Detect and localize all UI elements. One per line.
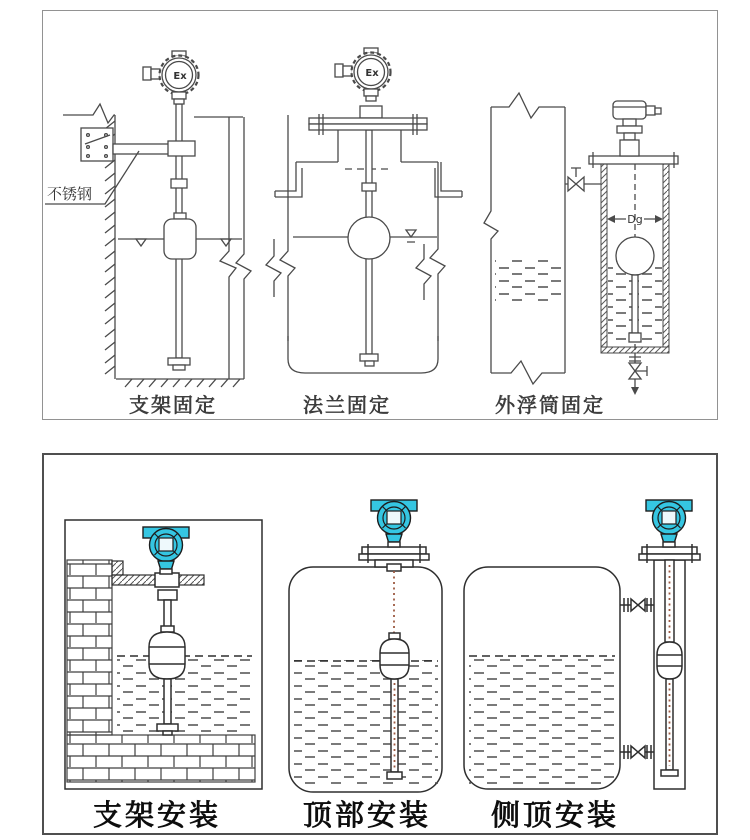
bottom-stop <box>387 772 402 779</box>
ex-transmitter-head-icon <box>335 48 391 101</box>
bottom-stop <box>360 354 378 361</box>
caption-side-top-installation: 侧顶安装 <box>490 798 619 832</box>
mounting-flange <box>309 106 427 135</box>
junction-box-head-icon <box>613 101 661 156</box>
installation-methods-panel <box>42 453 718 835</box>
tank-wall-break <box>220 117 236 379</box>
drain-valve-icon <box>629 353 647 395</box>
caption-flange-fixing: 法兰固定 <box>303 393 391 417</box>
float <box>380 633 409 679</box>
brick-wall <box>67 560 112 735</box>
liquid-level <box>495 257 563 301</box>
figure-side-top-installation <box>464 500 700 789</box>
installation-methods-drawing <box>44 455 716 833</box>
material-label: 不锈钢 <box>47 185 93 203</box>
caption-bracket-installation: 支架安装 <box>92 798 221 832</box>
caption-bracket-fixing: 支架固定 <box>129 393 217 417</box>
caption-external-chamber-fixing: 外浮筒固定 <box>495 393 605 417</box>
upper-valve-icon <box>620 598 654 612</box>
support-shelf <box>112 561 204 587</box>
process-vessel <box>484 93 565 384</box>
liquid-level <box>469 655 615 785</box>
ex-label: Ex <box>365 68 379 79</box>
brick-base <box>67 735 255 782</box>
figure-bracket-installation <box>65 520 262 789</box>
bottom-stop <box>168 358 190 365</box>
fixing-methods-panel <box>42 10 718 420</box>
ground-hatching <box>116 379 244 387</box>
level-mark <box>406 230 416 242</box>
float-ball <box>348 217 390 259</box>
float-ball <box>164 213 196 259</box>
transmitter-head-icon <box>371 500 417 547</box>
figure-external-chamber-fixing <box>484 93 678 395</box>
liquid-level <box>294 660 438 786</box>
ex-transmitter-head-icon <box>143 51 199 104</box>
figure-top-installation <box>289 500 442 792</box>
dg-label: Dg <box>627 213 643 226</box>
figure-bracket-fixing <box>45 51 251 387</box>
fixing-methods-drawing <box>43 11 717 419</box>
transmitter-head-icon <box>143 527 189 574</box>
float-chamber <box>589 152 678 353</box>
figure-flange-fixing <box>266 48 462 373</box>
ex-label: Ex <box>173 71 187 82</box>
bottom-stop <box>661 770 678 776</box>
float <box>149 626 185 679</box>
float-ball <box>616 237 654 275</box>
transmitter-head-icon <box>646 500 692 547</box>
lower-valve-icon <box>620 745 654 759</box>
bottom-stop <box>157 724 178 731</box>
isolation-valve-icon <box>565 168 601 191</box>
float <box>657 642 682 679</box>
caption-top-installation: 顶部安装 <box>302 798 431 832</box>
